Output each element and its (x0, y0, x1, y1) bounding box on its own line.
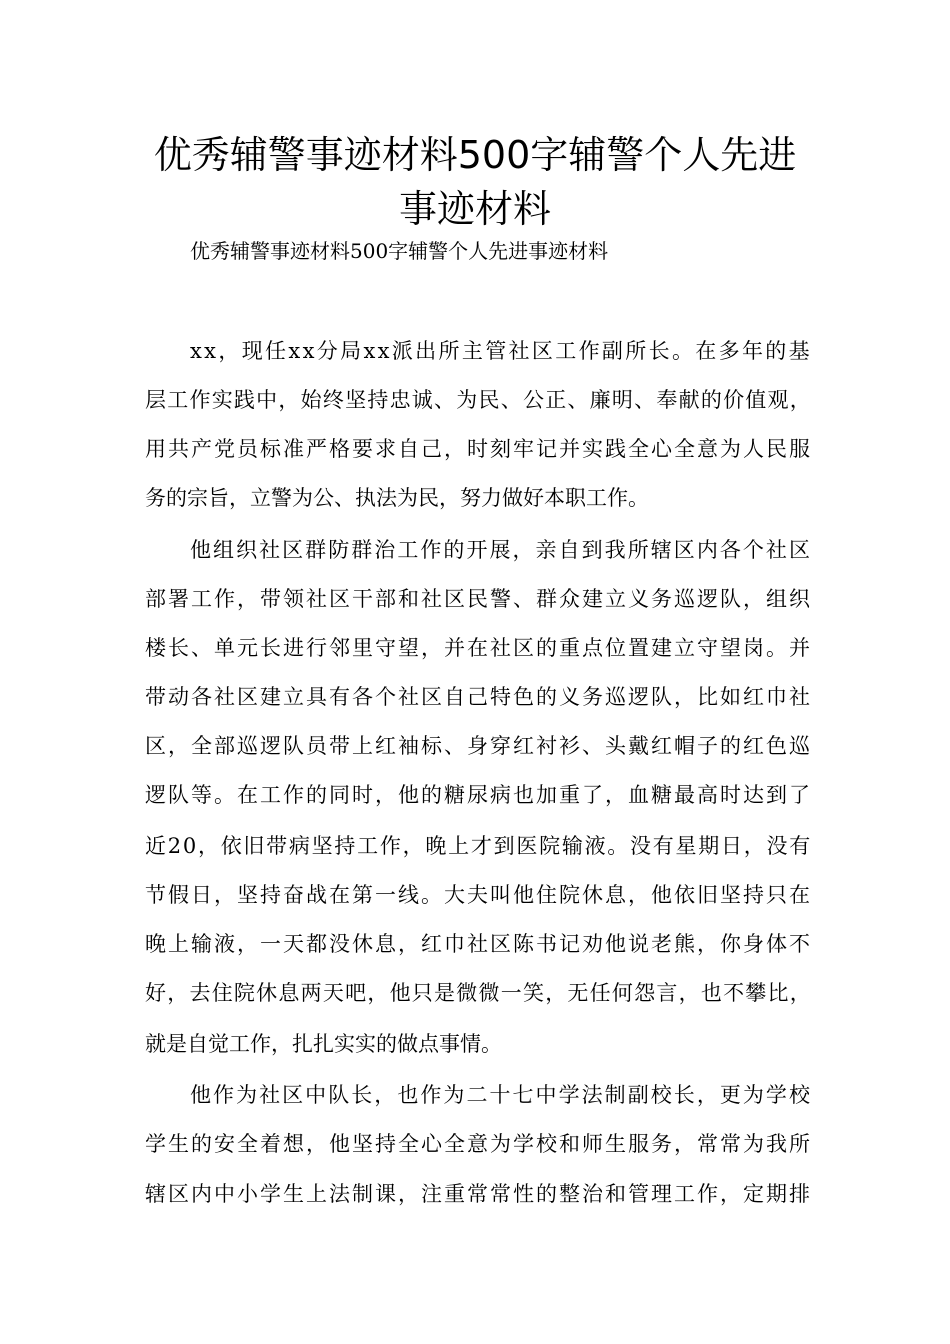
document-title-line-1: 优秀辅警事迹材料500字辅警个人先进 (153, 133, 797, 177)
document-title (100, 128, 850, 236)
paragraph-line: 层工作实践中，始终坚持忠诚、为民、公正、廉明、奉献的价值观， (145, 388, 812, 412)
paragraph-line: 逻队等。在工作的同时，他的糖尿病也加重了，血糖最高时达到了 (145, 783, 812, 807)
document-title-line-2: 事迹材料 (398, 187, 551, 231)
paragraph-line: 楼长、单元长进行邻里守望，并在社区的重点位置建立守望岗。并 (145, 636, 812, 660)
paragraph-line: 好，去住院休息两天吧，他只是微微一笑，无任何怨言，也不攀比， (145, 981, 812, 1005)
paragraph-line: 学生的安全着想，他坚持全心全意为学校和师生服务，常常为我所 (145, 1132, 812, 1156)
paragraph-line: 他作为社区中队长，也作为二十七中学法制副校长，更为学校 (190, 1083, 812, 1107)
paragraph-line: 晚上输液，一天都没休息，红巾社区陈书记劝他说老熊，你身体不 (145, 932, 812, 956)
paragraph-line: 近20，依旧带病坚持工作，晚上才到医院输液。没有星期日，没有 (145, 834, 812, 858)
paragraph-line: 他组织社区群防群治工作的开展，亲自到我所辖区内各个社区 (190, 538, 812, 562)
paragraph-line: 节假日，坚持奋战在第一线。大夫叫他住院休息，他依旧坚持只在 (145, 883, 812, 907)
paragraph-line: 用共产党员标准严格要求自己，时刻牢记并实践全心全意为人民服 (145, 437, 812, 461)
paragraph-line: 带动各社区建立具有各个社区自己特色的义务巡逻队，比如红巾社 (145, 685, 812, 709)
paragraph-line: 辖区内中小学生上法制课，注重常常性的整治和管理工作，定期排 (145, 1182, 812, 1206)
paragraph-line: 就是自觉工作，扎扎实实的做点事情。 (145, 1032, 502, 1056)
paragraph-line: xx，现任xx分局xx派出所主管社区工作副所长。在多年的基 (190, 339, 812, 363)
paragraph-line: 部署工作，带领社区干部和社区民警、群众建立义务巡逻队，组织 (145, 587, 812, 611)
document-subtitle: 优秀辅警事迹材料500字辅警个人先进事迹材料 (190, 239, 609, 263)
paragraph-line: 区，全部巡逻队员带上红袖标、身穿红衬衫、头戴红帽子的红色巡 (145, 734, 812, 758)
paragraph-line: 务的宗旨，立警为公、执法为民，努力做好本职工作。 (145, 486, 649, 510)
